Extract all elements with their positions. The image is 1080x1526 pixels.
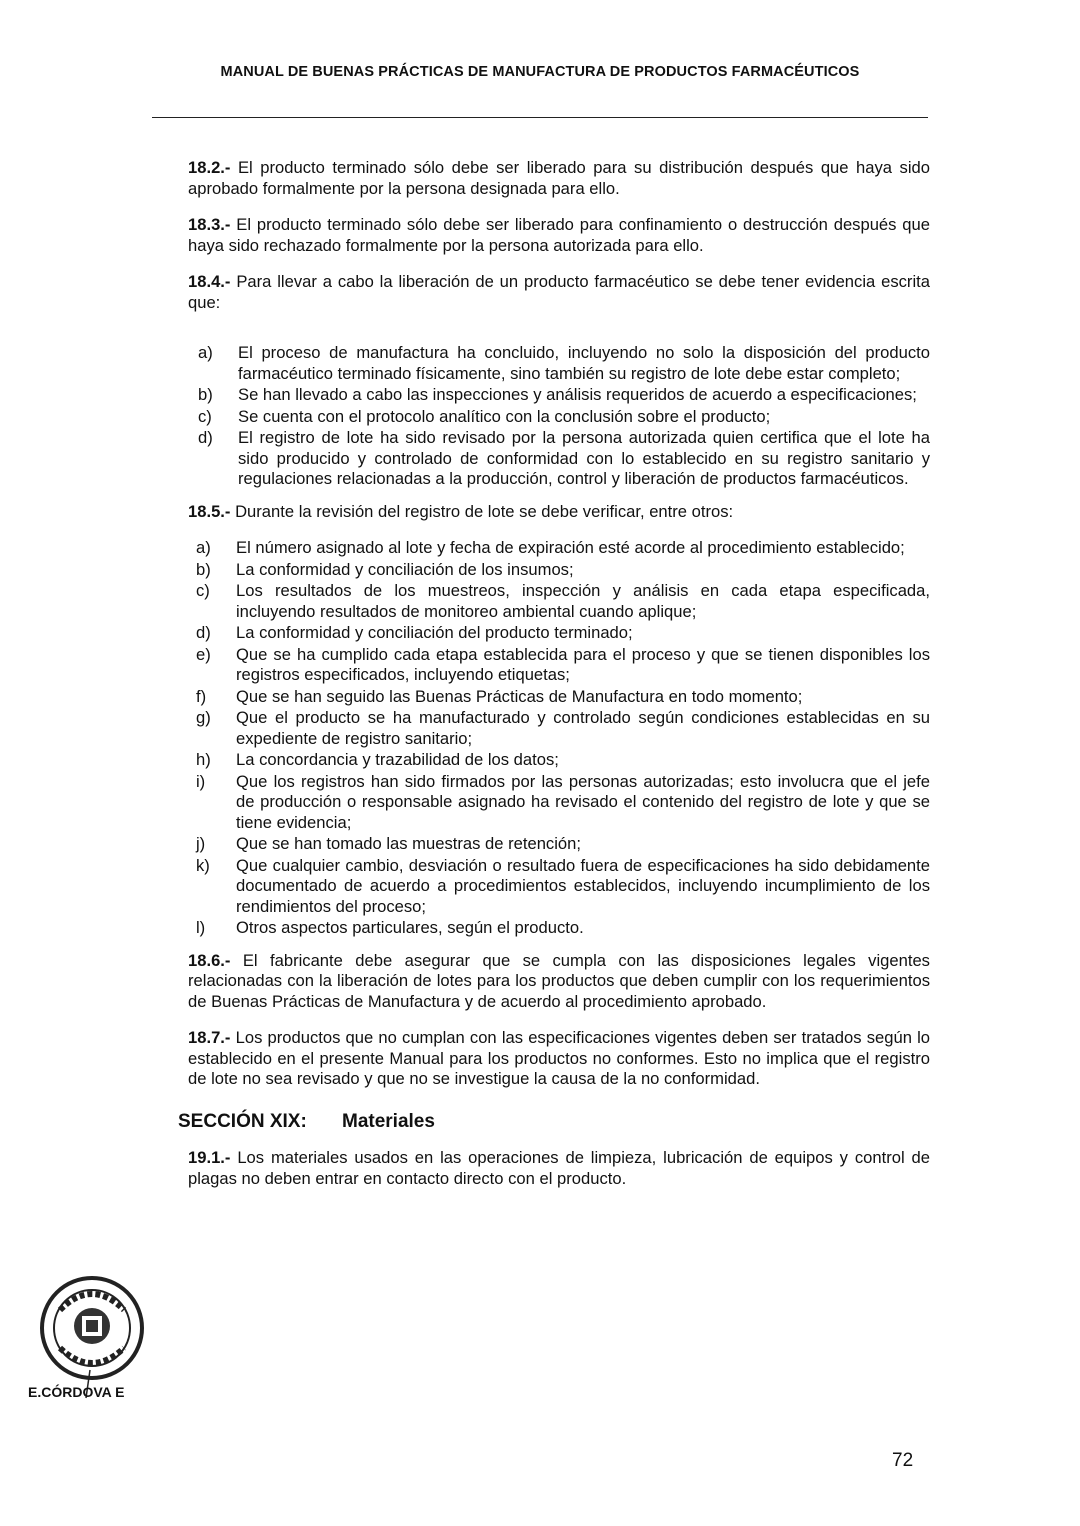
paragraph-18-3 (188, 215, 930, 256)
paragraph-number: 18.7.- (188, 1028, 231, 1047)
list-item (178, 343, 930, 384)
list-item-text: Que los registros han sido firmados por las personas autorizadas; esto involucra que el jefe de producción o responsable asignado ha revisado el contenido del registro de lote y que se tiene evidencia; (236, 771, 930, 832)
list-item-text: La conformidad y conciliación del producto terminado; (236, 623, 633, 642)
list-item (178, 385, 930, 406)
list-item-text: Se han llevado a cabo las inspecciones y análisis requeridos de acuerdo a especificaciones; (238, 385, 917, 404)
list-item (178, 560, 930, 581)
list-marker: a) (198, 343, 213, 362)
list-marker: b) (198, 385, 213, 404)
list-marker: d) (198, 428, 213, 447)
list-item (178, 708, 930, 749)
list-item-text: Otros aspectos particulares, según el producto. (236, 918, 584, 937)
list-item-text: Que se han seguido las Buenas Prácticas de Manufactura en todo momento; (236, 686, 803, 706)
list-marker: c) (198, 406, 212, 426)
paragraph-18-2 (188, 158, 930, 199)
list-marker: j) (196, 834, 206, 853)
paragraph-number: 18.6.- (188, 950, 231, 970)
section-heading (178, 1112, 930, 1133)
list-item (178, 538, 930, 559)
list-marker: f) (196, 686, 207, 706)
running-header: MANUAL DE BUENAS PRÁCTICAS DE MANUFACTURA DE PRODUCTOS FARMACÉUTICOS (220, 64, 860, 80)
list-item (178, 407, 930, 428)
list-marker: c) (196, 581, 210, 600)
paragraph-text: El fabricante debe asegurar que se cumpla con las disposiciones legales vigentes relacionadas con la liberación de lotes para los productos que deben cumplir con los requerimientos de Buenas Prácticas de Manufactura y de acuerdo al procedimiento aprobado. (188, 950, 930, 1011)
list-marker: h) (196, 750, 211, 769)
list-item-text: El proceso de manufactura ha concluido, incluyendo no solo la disposición del producto farmacéutico terminado físicamente, sino también su registro de lote debe estar completo; (238, 343, 930, 383)
list-item-text: Que se han tomado las muestras de retención; (236, 834, 581, 853)
paragraph-text: Los materiales usados en las operaciones de limpieza, lubricación de equipos y control de plagas no deben entrar en contacto directo con el producto. (188, 1148, 930, 1188)
paragraph-18-7 (188, 1028, 930, 1090)
section-title: Materiales (342, 1110, 435, 1132)
page-number: 72 (892, 1450, 914, 1471)
list-item-text: Que el producto se ha manufacturado y controlado según condiciones establecidas en su expediente de registro sanitario; (236, 708, 930, 748)
list-marker: l) (196, 918, 206, 937)
paragraph-number: 18.4.- (188, 272, 231, 291)
list-item (178, 645, 930, 686)
list-item-text: La concordancia y trazabilidad de los datos; (236, 750, 559, 769)
list-item (178, 581, 930, 622)
list-item-text: Los resultados de los muestreos, inspección y análisis en cada etapa especificada, incluyendo resultados de monitoreo ambiental cuando aplique; (236, 581, 930, 621)
paragraph-number: 18.2.- (188, 158, 231, 177)
list-marker: g) (196, 708, 211, 727)
paragraph-text: Para llevar a cabo la liberación de un producto farmacéutico se debe tener evidencia escrita que: (188, 272, 930, 312)
list-item (178, 918, 930, 939)
list-item (178, 834, 930, 855)
list-marker: a) (196, 538, 211, 557)
document-body (178, 158, 930, 1205)
list-marker: b) (196, 559, 211, 579)
section-number: SECCIÓN XIX: (178, 1110, 307, 1132)
paragraph-19-1 (188, 1148, 930, 1189)
paragraph-number: 19.1.- (188, 1148, 231, 1167)
paragraph-number: 18.3.- (188, 215, 231, 234)
paragraph-18-5 (188, 502, 930, 523)
paragraph-text: El producto terminado sólo debe ser liberado para confinamiento o destrucción después que haya sido rechazado formalmente por la persona autorizada para ello. (188, 215, 930, 255)
paragraph-18-4 (188, 272, 930, 313)
list-marker: d) (196, 623, 211, 642)
paragraph-number: 18.5.- (188, 501, 231, 521)
list-marker: k) (196, 855, 210, 875)
list-item-text: El número asignado al lote y fecha de expiración esté acorde al procedimiento establecido; (236, 538, 905, 557)
list-marker: e) (196, 644, 211, 664)
paragraph-text: Durante la revisión del registro de lote se debe verificar, entre otros: (235, 501, 734, 521)
list-item (178, 623, 930, 644)
paragraph-text: El producto terminado sólo debe ser liberado para su distribución después que haya sido aprobado formalmente por la persona designada para ello. (188, 158, 930, 198)
official-seal-icon (30, 1270, 150, 1400)
list-item (178, 772, 930, 834)
list-marker: i) (196, 771, 206, 791)
list-18-5 (178, 538, 930, 939)
list-item-text: La conformidad y conciliación de los insumos; (236, 559, 574, 579)
list-item-text: Que cualquier cambio, desviación o resultado fuera de especificaciones ha sido debidamente documentado de acuerdo a procedimientos establecidos, incluyendo incumplimiento de los rendimientos del proceso; (236, 855, 930, 916)
header-rule (152, 117, 928, 118)
list-item-text: El registro de lote ha sido revisado por la persona autorizada quien certifica que el lote ha sido producido y controlado de conformidad con lo establecido en su registro sanitario y regulaciones relacionadas a la producción, control y liberación de productos farmacéuticos. (238, 428, 930, 488)
seal-signature: E.CÓRDOVA E (28, 1384, 125, 1400)
paragraph-18-6 (188, 951, 930, 1013)
list-item (178, 687, 930, 708)
list-item-text: Se cuenta con el protocolo analítico con la conclusión sobre el producto; (238, 406, 771, 426)
list-item (178, 750, 930, 771)
list-18-4 (178, 343, 930, 490)
list-item-text: Que se ha cumplido cada etapa establecida para el proceso y que se tienen disponibles los registros especificados, incluyendo etiquetas; (236, 644, 930, 684)
paragraph-text: Los productos que no cumplan con las especificaciones vigentes deben ser tratados según lo establecido en el presente Manual para los productos no conformes. Esto no implica que el registro de lote no sea revisado y que no se investigue la causa de la no conformidad. (188, 1028, 930, 1088)
list-item (178, 428, 930, 490)
list-item (178, 856, 930, 918)
